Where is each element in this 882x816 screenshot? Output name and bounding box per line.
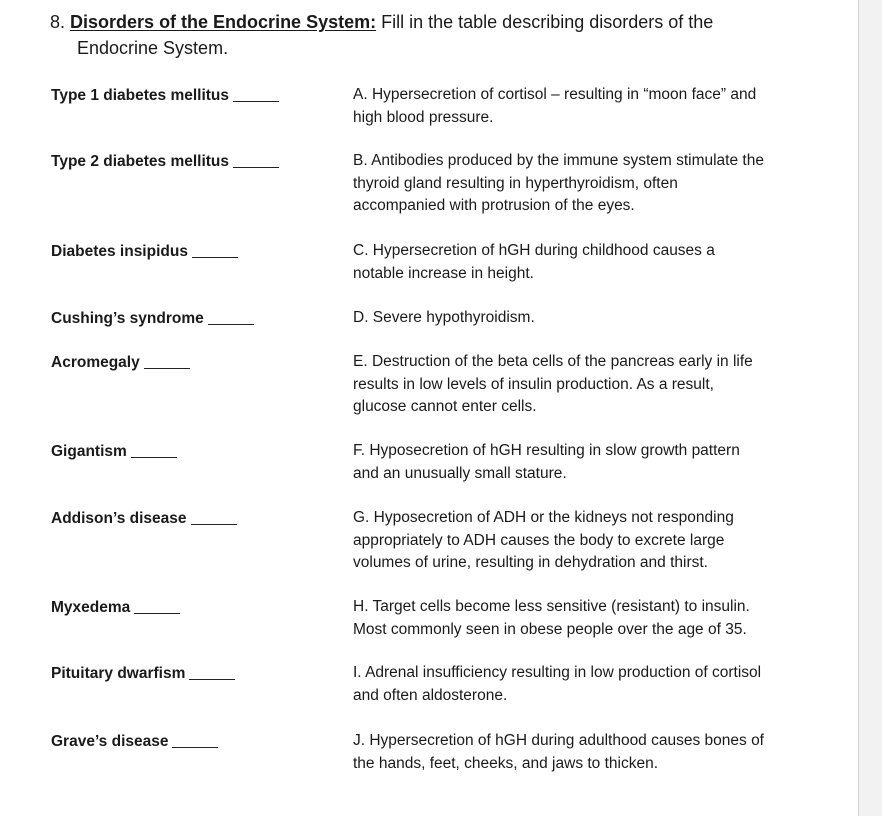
answer-blank[interactable] (191, 523, 237, 525)
disorder-row (51, 152, 279, 172)
description-line: notable increase in height. (353, 264, 534, 282)
answer-blank[interactable] (144, 367, 190, 369)
description-line: results in low levels of insulin production. As a result, (353, 375, 714, 393)
description-line: C. Hypersecretion of hGH during childhood causes a (353, 242, 715, 259)
description-c (353, 240, 813, 285)
disorder-row (51, 442, 177, 462)
description-line: H. Target cells become less sensitive (resistant) to insulin. (353, 598, 750, 615)
description-line: the hands, feet, cheeks, and jaws to thicken. (353, 754, 659, 772)
description-a (353, 84, 813, 129)
question-instruction: Fill in the table describing disorders of the (381, 12, 714, 32)
answer-blank[interactable] (189, 678, 235, 680)
disorder-label: Type 1 diabetes mellitus (51, 87, 230, 104)
description-line: accompanied with protrusion of the eyes. (353, 197, 635, 214)
disorder-label: Pituitary dwarfism (51, 665, 186, 682)
description-line: and often aldosterone. (353, 686, 508, 704)
description-line: F. Hyposecretion of hGH resulting in slow growth pattern (353, 442, 740, 459)
disorder-row (51, 86, 279, 106)
question-number: 8. (50, 12, 66, 32)
disorder-row (51, 309, 254, 329)
answer-blank[interactable] (233, 100, 279, 102)
description-e (353, 351, 813, 419)
description-line: glucose cannot enter cells. (353, 398, 537, 415)
description-f (353, 440, 813, 485)
description-j (353, 730, 813, 775)
description-h (353, 596, 813, 641)
description-line: J. Hypersecretion of hGH during adulthood causes bones of (353, 732, 764, 749)
disorder-row (51, 664, 235, 684)
disorder-label: Acromegaly (51, 354, 140, 371)
description-line: B. Antibodies produced by the immune system stimulate the (353, 152, 764, 169)
answer-blank[interactable] (134, 612, 180, 614)
answer-blank[interactable] (131, 456, 177, 458)
description-line: G. Hyposecretion of ADH or the kidneys not responding (353, 509, 734, 526)
description-line: D. Severe hypothyroidism. (353, 309, 535, 326)
answer-blank[interactable] (208, 323, 254, 325)
description-line: Most commonly seen in obese people over the age of 35. (353, 620, 747, 638)
disorder-label: Cushing’s syndrome (51, 310, 204, 327)
answer-blank[interactable] (192, 256, 238, 258)
description-i (353, 662, 813, 707)
disorder-label: Addison’s disease (51, 510, 187, 527)
disorder-label: Gigantism (51, 443, 127, 460)
disorder-label: Type 2 diabetes mellitus (51, 153, 230, 170)
description-line: and an unusually small stature. (353, 464, 567, 482)
disorder-row (51, 353, 190, 373)
disorder-label: Grave’s disease (51, 733, 169, 750)
answer-blank[interactable] (172, 746, 218, 748)
answer-blank[interactable] (233, 166, 279, 168)
disorder-label: Myxedema (51, 599, 131, 616)
description-d (353, 307, 813, 330)
description-line: thyroid gland resulting in hyperthyroidism, often (353, 174, 678, 192)
description-line: E. Destruction of the beta cells of the pancreas early in life (353, 353, 753, 370)
question-title: Disorders of the Endocrine System: (70, 12, 377, 32)
disorder-row (51, 598, 180, 618)
disorder-row (51, 732, 218, 752)
description-line: A. Hypersecretion of cortisol – resulting in “moon face” and (353, 86, 757, 103)
question-instruction-cont: Endocrine System. (77, 38, 229, 58)
description-line: volumes of urine, resulting in dehydration and thirst. (353, 554, 708, 571)
description-line: high blood pressure. (353, 108, 494, 126)
page-scroll-edge (858, 0, 882, 816)
disorder-row (51, 509, 237, 529)
description-g (353, 507, 813, 575)
question-header (50, 9, 830, 61)
description-line: I. Adrenal insufficiency resulting in low production of cortisol (353, 664, 762, 681)
description-line: appropriately to ADH causes the body to excrete large (353, 531, 725, 549)
disorder-row (51, 242, 238, 262)
description-b (353, 150, 813, 218)
disorder-label: Diabetes insipidus (51, 243, 188, 260)
